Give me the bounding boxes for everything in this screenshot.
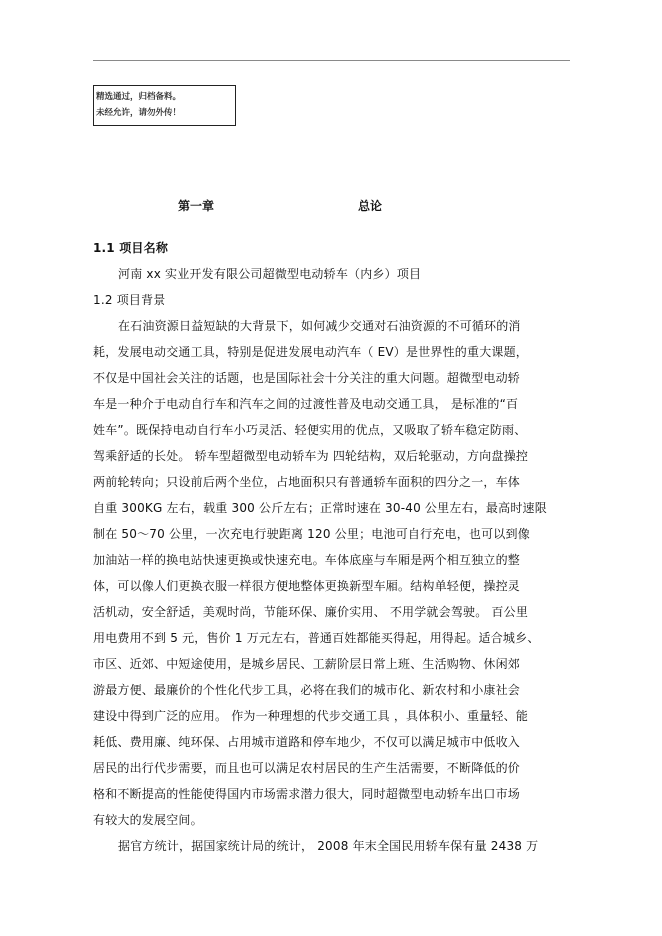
paragraph-line: 在石油资源日益短缺的大背景下，如何减少交通对石油资源的不可循环的消 xyxy=(118,319,521,333)
paragraph-line: 建设中得到广泛的应用。 作为一种理想的代步交通工具 ，具体积小、重量轻、能 xyxy=(93,709,529,723)
paragraph-line: 据官方统计，据国家统计局的统计， 2008 年末全国民用轿车保有量 2438 万 xyxy=(118,839,539,853)
chapter-number: 第一章 xyxy=(178,199,215,213)
notice-line-1: 精选通过，归档备料。 xyxy=(96,92,182,102)
paragraph-line: 市区、近郊、中短途使用，是城乡居民、工薪阶层日常上班、生活购物、休闲郊 xyxy=(93,657,521,671)
paragraph-line: 自重 300KG 左右，载重 300 公斤左右；正常时速在 30-40 公里左右，最高时速限 xyxy=(93,501,547,515)
paragraph-line: 两前轮转向；只设前后两个坐位，占地面积只有普通轿车面积的四分之一，车体 xyxy=(93,475,521,489)
paragraph-line: 用电费用不到 5 元，售价 1 万元左右，普通百姓都能买得起，用得起。适合城乡、 xyxy=(93,631,540,645)
paragraph-line: 耗，发展电动交通工具，特别是促进发展电动汽车（ EV）是世界性的重大课题， xyxy=(93,345,529,359)
paragraph-line: 有较大的发展空间。 xyxy=(93,813,203,827)
chapter-title: 总论 xyxy=(358,199,383,213)
notice-line-2: 未经允许，请勿外传！ xyxy=(96,108,182,118)
project-name: 河南 xx 实业开发有限公司超微型电动轿车（内乡）项目 xyxy=(118,267,422,281)
notice-box xyxy=(93,85,236,126)
paragraph-line: 车是一种介于电动自行车和汽车之间的过渡性普及电动交通工具， 是标准的“百 xyxy=(93,397,519,411)
paragraph-line: 活机动，安全舒适，美观时尚，节能环保、廉价实用、 不用学就会驾驶。 百公里 xyxy=(93,605,529,619)
paragraph-line: 制在 50～70 公里，一次充电行驶距离 120 公里；电池可自行充电，也可以到像 xyxy=(93,527,530,541)
paragraph-line: 居民的出行代步需要，而且也可以满足农村居民的生产生活需要，不断降低的价 xyxy=(93,761,521,775)
paragraph-line: 加油站一样的换电站快速更换或快速充电。车体底座与车厢是两个相互独立的整 xyxy=(93,553,521,567)
paragraph-line: 耗低、费用廉、纯环保、占用城市道路和停车地少，不仅可以满足城市中低收入 xyxy=(93,735,521,749)
header-rule xyxy=(93,60,570,61)
paragraph-line: 不仅是中国社会关注的话题，也是国际社会十分关注的重大问题。超微型电动轿 xyxy=(93,371,521,385)
paragraph-line: 体，可以像人们更换衣服一样很方便地整体更换新型车厢。结构单轻便，操控灵 xyxy=(93,579,521,593)
paragraph-line: 游最方便、最廉价的个性化代步工具，必将在我们的城市化、新农村和小康社会 xyxy=(93,683,521,697)
paragraph-line: 格和不断提高的性能使得国内市场需求潜力很大，同时超微型电动轿车出口市场 xyxy=(93,787,521,801)
paragraph-line: 驾乘舒适的长处。 轿车型超微型电动轿车为 四轮结构，双后轮驱动，方向盘操控 xyxy=(93,449,529,463)
section-1-1-heading: 1.1 项目名称 xyxy=(93,241,169,255)
paragraph-line: 姓车”。既保持电动自行车小巧灵活、轻便实用的优点，又吸取了轿车稳定防雨、 xyxy=(93,423,527,437)
section-1-2-heading: 1.2 项目背景 xyxy=(93,293,166,307)
